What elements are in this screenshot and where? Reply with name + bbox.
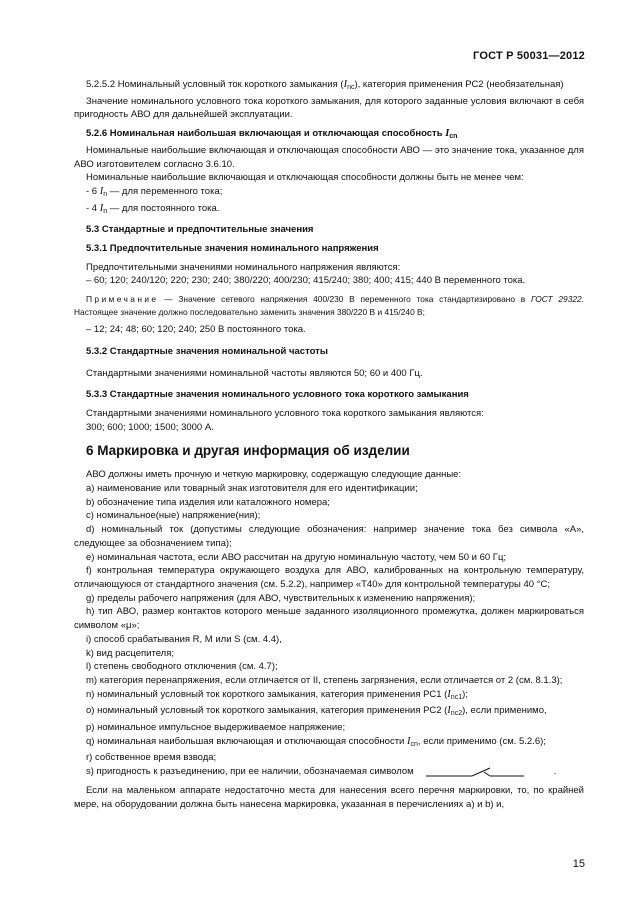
section-6-intro: АВО должны иметь прочную и четкую маркировку, содержащую следующие данные:	[86, 469, 462, 481]
marking-item-a: a) наименование или товарный знак изготовителя для его идентификации;	[86, 483, 418, 495]
marking-item-k: k) вид расцепителя;	[86, 647, 175, 659]
marking-item-e: e) номинальная частота, если АВО рассчитан на другую номинальную частоту, чем 50 и 60 Гц;	[86, 551, 507, 563]
marking-item-h: h) тип АВО, размер контактов которого меньше заданного изоляционного промежутка, должен маркироваться символом «μ»;	[74, 606, 584, 632]
marking-item-c: c) номинальное(ные) напряжение(ния);	[86, 510, 261, 522]
marking-item-d: d) номинальный ток (допустимы следующие обозначения: например значение тока без символа «А», следующее за обозначением типа);	[74, 524, 584, 549]
clause-5-3-3-text-a: Стандартными значениями номинального условного тока короткого замыкания являются:	[86, 407, 484, 419]
marking-item-l: l) степень свободного отключения (см. 4.7);	[86, 661, 278, 673]
heading-5-3: 5.3 Стандартные и предпочтительные значения	[86, 224, 314, 236]
marking-item-g: g) пределы рабочего напряжения (для АВО, чувствительных к изменению напряжения);	[86, 592, 476, 604]
heading-5-3-1: 5.3.1 Предпочтительные значения номинального напряжения	[86, 243, 379, 255]
marking-item-n: n) номинальный условный ток короткого замыкания, категория применения РС1 $(I_{nc1})$;	[86, 688, 468, 701]
marking-item-o: o) номинальный условный ток короткого замыкания, категория применения РС2 $(I_{nc2})$, если применимо,	[86, 705, 547, 718]
note-5-3-1: Примечание — Значение сетевого напряжения 400/230 В переменного тока стандартизировано в ГОСТ 29322. Настоящее значение должно последовательно заменить значения 380/220 В и 415/240 В;	[74, 294, 584, 317]
clause-5-2-5-2: 5.2.5.2 Номинальный условный ток короткого замыкания $(I_{nc})$, категория применения РС2 (необязательная)	[86, 79, 564, 91]
clause-5-3-1-text-a: Предпочтительными значениями номинального напряжения являются:	[86, 261, 401, 273]
clause-5-3-3-text-b: 300; 600; 1000; 1500; 3000 А.	[86, 421, 214, 433]
clause-5-2-6-text-b: Номинальные наибольшие включающая и отключающая способности должны быть не менее чем:	[86, 172, 524, 184]
standard-header: ГОСТ Р 50031—2012	[473, 50, 585, 62]
clause-5-2-6-text-a: Номинальные наибольшие включающая и отключающая способности АВО — это значение тока, указанное для АВО изготовителем согласно 3.6.10.	[74, 144, 584, 170]
marking-item-b: b) обозначение типа изделия или каталожного номера;	[86, 496, 330, 508]
isolation-switch-symbol-icon	[424, 766, 542, 778]
marking-item-p: p) номинальное импульсное выдерживаемое напряжение;	[86, 722, 346, 734]
section-6-final-text: Если на маленьком аппарате недостаточно места для нанесения всего перечня маркировки, то, по крайней мере, на оборудовании должна быть нанесена маркировка, указанная в перечислениях а) и b) и,	[74, 784, 584, 810]
marking-item-m: m) категория перенапряжения, если отличается от II, степень загрязнения, если отличается от 2 (см. 8.1.3);	[86, 674, 563, 686]
clause-5-3-1-ac-values: – 60; 120; 240/120; 220; 230; 240; 380/220; 400/230; 415/240; 380; 400; 415; 440 В переменного тока.	[86, 275, 526, 287]
marking-item-i: i) способ срабатывания R, M или S (см. 4.4),	[86, 633, 282, 645]
clause-5-2-5-2-definition: Значение номинального условного тока короткого замыкания, для которого заданные условия включают в себя пригодность АВО для дальнейшей эксплуатации.	[74, 95, 584, 121]
marking-item-s: s) пригодность к разъединению, при ее наличии, обозначаемая символом .	[86, 766, 557, 778]
marking-item-r: r) собственное время взвода;	[86, 752, 217, 764]
page-content	[74, 78, 584, 811]
list-item-dc: - 4 $I_n$ — для постоянного тока.	[86, 202, 220, 215]
clause-5-3-2-text: Стандартными значениями номинальной частоты являются 50; 60 и 400 Гц.	[86, 367, 423, 379]
heading-5-2-6: 5.2.6 Номинальная наибольшая включающая и отключающая способность $I_{cn}$	[86, 128, 458, 141]
heading-5-3-3: 5.3.3 Стандартные значения номинального условного тока короткого замыкания	[86, 389, 469, 401]
heading-section-6: 6 Маркировка и другая информация об изделии	[86, 443, 410, 459]
marking-item-f: f) контрольная температура окружающего воздуха для АВО, калиброванных на контрольную температуру, отличающуюся от стандартного значения (см. 5.2.2), например «T40» для контрольной температуры 40 °С;	[74, 565, 584, 590]
list-item-ac: - 6 $I_n$ — для переменного тока;	[86, 185, 223, 198]
page-number: 15	[572, 858, 585, 870]
marking-item-q: q) номинальная наибольшая включающая и отключающая способности $I_{cn}$, если применимо (см. 5.2.6);	[86, 735, 546, 748]
heading-5-3-2: 5.3.2 Стандартные значения номинальной частоты	[86, 345, 328, 357]
clause-5-3-1-dc-values: – 12; 24; 48; 60; 120; 240; 250 В постоянного тока.	[86, 324, 306, 336]
